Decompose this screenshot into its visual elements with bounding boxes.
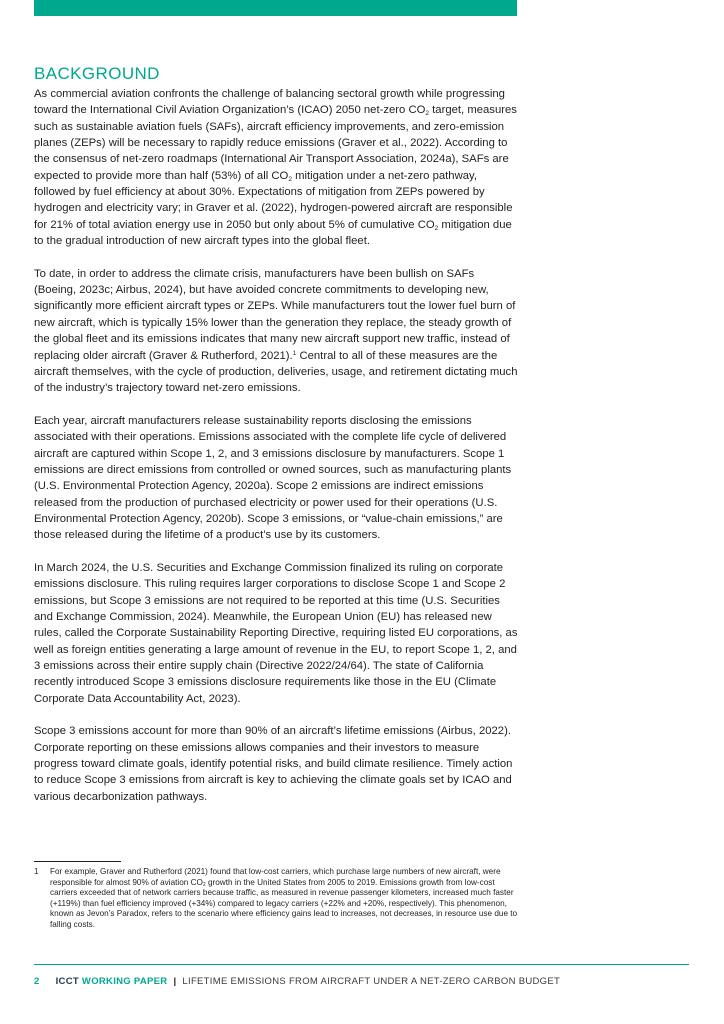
paragraph-3: Each year, aircraft manufacturers release sustainability reports disclosing the emissions associated with their operations. Emissions associated with the complete life cycle of delivered aircraft are captured within Scope 1, 2, and 3 emissions disclosure by manufacturers. Scope 1 emissions are direct emissions from controlled or owned sources, such as manufacturing plants (U.S. Environmental Protection Agency, 2020a). Scope 2 emissions are indirect emissions released from the production of purchased electricity or power used for their operations (U.S. Environmental Protection Agency, 2020b). Scope 3 emissions, or “value-chain emissions,” are those released during the lifetime of a product’s use by its customers. — [34, 414, 512, 542]
subscript-2: 2 — [434, 224, 439, 232]
subscript-2: 2 — [202, 881, 206, 888]
footnote-text-part-b: growth in the United States from 2005 to 2019. Emissions growth from low-cost carriers exceeded that of network carriers because traffic, as measured in revenue passenger kilometers, increased much faster (+119%) than fuel efficiency improved (+34%) compared to legacy carriers (+22% and +20%, respectively). This phenomenon, known as Jevon’s Paradox, refers to the scenario where efficiency gains lead to increases, not decreases, in resource use due to falling costs. — [50, 877, 518, 929]
paragraph-1 — [34, 86, 518, 249]
footnote-text — [50, 867, 524, 931]
page-number: 2 — [34, 976, 40, 987]
footer-series: WORKING PAPER — [81, 976, 168, 987]
paragraph-2-part-b: Central to all of these measures are the aircraft themselves, with the cycle of production, deliveries, usage, and retirement dictating much of the industry’s trajectory toward net-zero emissions. — [34, 349, 518, 395]
footer-separator: | — [173, 976, 177, 987]
header-accent-bar — [34, 0, 517, 16]
footnote-number: 1 — [34, 867, 39, 876]
footer-document-title: LIFETIME EMISSIONS FROM AIRCRAFT UNDER A NET-ZERO CARBON BUDGET — [182, 976, 561, 987]
paragraph-4: In March 2024, the U.S. Securities and Exchange Commission finalized its ruling on corporate emissions disclosure. This ruling requires larger corporations to disclose Scope 1 and Scope 2 emissions, but Scope 3 emissions are not required to be reported at this time (U.S. Securities and Exchange Commission, 2024). Meanwhile, the European Union (EU) has released new rules, called the Corporate Sustainability Reporting Directive, requiring listed EU corporations, as well as foreign entities generating a large amount of revenue in the EU, to report Scope 1, 2, and 3 emissions across their entire supply chain (Directive 2022/24/64). The state of California recently introduced Scope 3 emissions disclosure requirements like those in the EU (Climate Corporate Data Accountability Act, 2023). — [34, 561, 518, 705]
paragraph-1-part-c: mitigation under a net-zero pathway, followed by fuel efficiency at about 30%. Expectations of mitigation from ZEPs powered by hydrogen and electricity vary; in Graver et al. (2022), hydrogen-powered aircraft are responsible for 21% of total aviation energy use in 2050 but only about 5% of cumulative CO — [34, 169, 513, 231]
footer-org: ICCT — [55, 976, 79, 987]
page-footer — [34, 976, 560, 988]
section-heading: BACKGROUND — [34, 64, 160, 83]
footnote — [34, 867, 524, 931]
paragraph-2 — [34, 266, 518, 397]
subscript-2: 2 — [425, 110, 430, 118]
subscript-2: 2 — [288, 175, 292, 183]
paragraph-5: Scope 3 emissions account for more than 90% of an aircraft’s lifetime emissions (Airbus, 2022). Corporate reporting on these emissions allows companies and their investors to measure progress toward climate goals, identify potential risks, and build climate resilience. Timely action to reduce Scope 3 emissions from aircraft is key to achieving the climate goals set by ICAO and various decarbonization pathways. — [34, 725, 513, 803]
footnote-divider — [34, 861, 121, 862]
paragraph-2-part-a: To date, in order to address the climate crisis, manufacturers have been bullish on SAFs (Boeing, 2023c; Airbus, 2024), but have avoided concrete commitments to developing new, significantly more efficient aircraft types or ZEPs. While manufacturers tout the lower fuel burn of new aircraft, which is typically 15% lower than the generation they replace, the steady growth of the global fleet and its emissions indicates that many new aircraft support new traffic, instead of replacing older aircraft (Graver & Rutherford, 2021). — [34, 267, 516, 362]
footnote-reference[interactable]: 1 — [292, 349, 297, 357]
paragraph-1-part-a: As commercial aviation confronts the challenge of balancing sectoral growth while progressing toward the International Civil Aviation Organization’s (ICAO) 2050 net-zero CO — [34, 88, 505, 117]
paragraph-1-part-d: mitigation due to the gradual introduction of new aircraft types into the global fleet. — [34, 218, 512, 248]
footer-divider — [34, 964, 689, 965]
paragraph-1-part-b: target, measures such as sustainable aviation fuels (SAFs), aircraft efficiency improvements, and zero-emission planes (ZEPs) will be necessary to rapidly reduce emissions (Graver et al., 2022). According to the consensus of net-zero roadmaps (International Air Transport Association, 2024a), SAFs are expected to provide more than half (53%) of all CO — [34, 104, 517, 182]
footnote-text-part-a: For example, Graver and Rutherford (2021) found that low-cost carriers, which purchase large numbers of new aircraft, were responsible for almost 90% of aviation CO — [50, 867, 501, 887]
body-text — [34, 86, 518, 821]
